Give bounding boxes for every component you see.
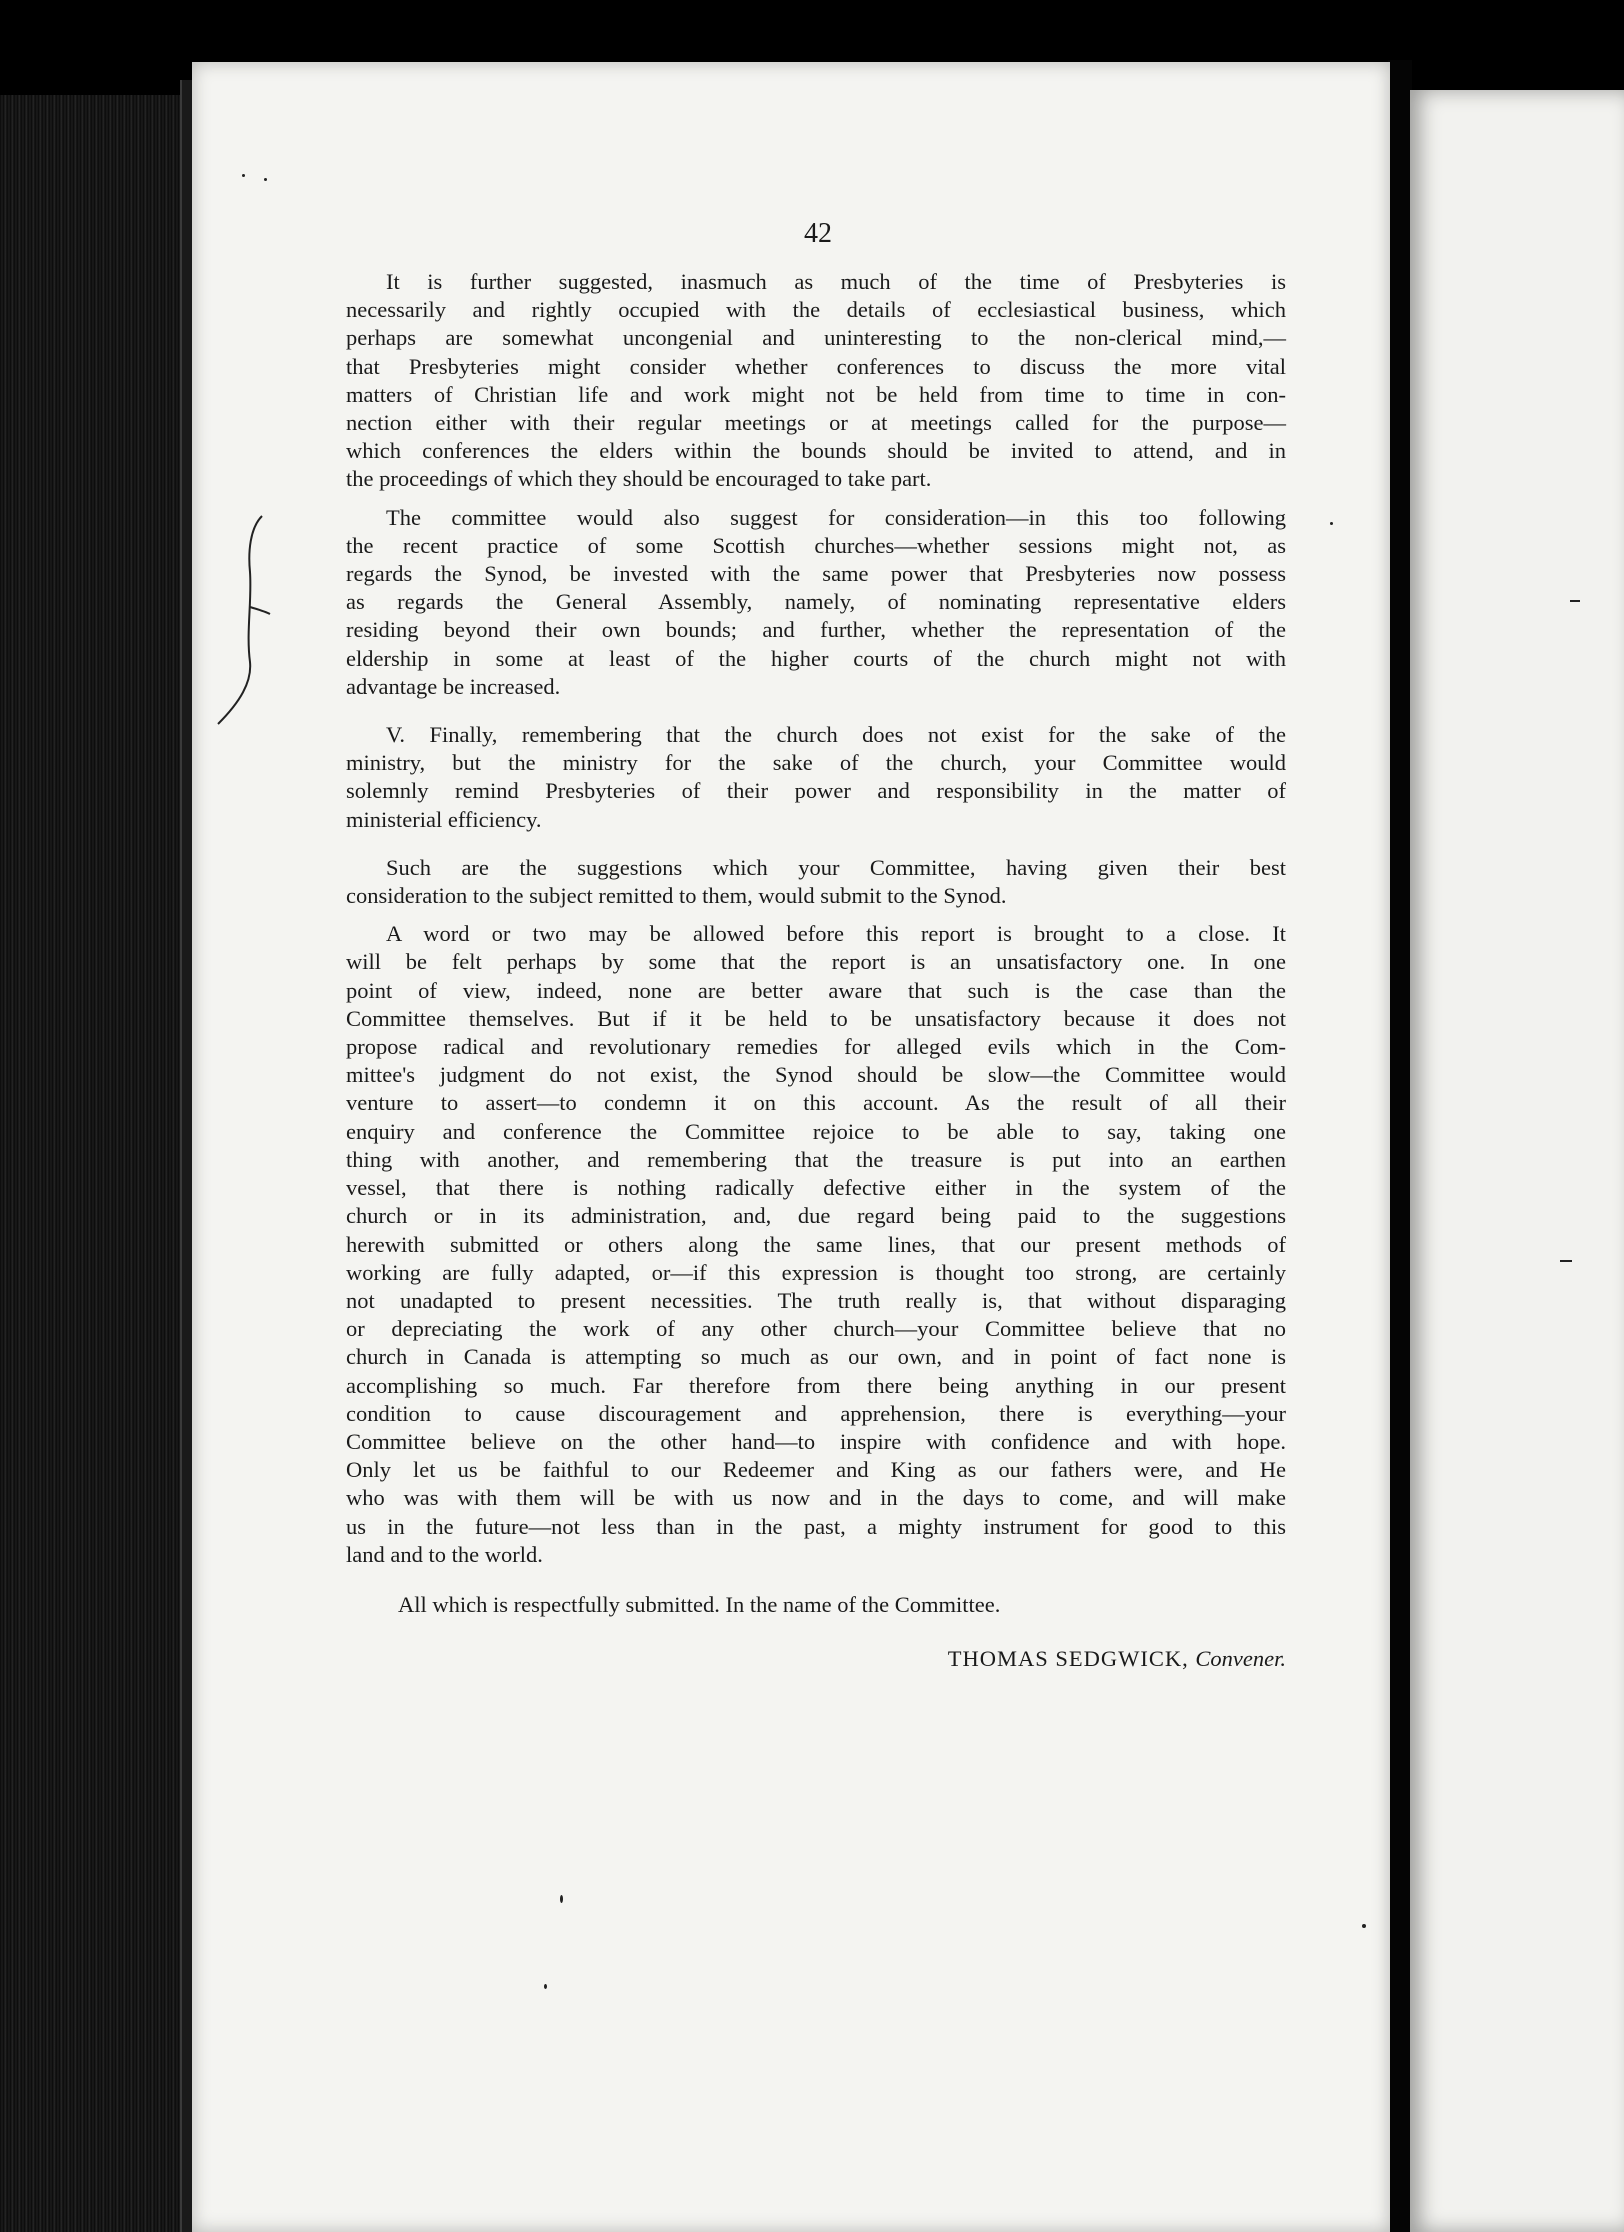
- text-line: the proceedings of which they should be encouraged to take part.: [346, 466, 932, 492]
- text-line: condition to cause discouragement and apprehension, there is everything—your: [346, 1400, 1286, 1426]
- text-line: land and to the world.: [346, 1541, 543, 1567]
- text-line: A word or two may be allowed before this report is brought to a close. It: [386, 921, 1286, 947]
- text-line: perhaps are somewhat uncongenial and uninteresting to the non-clerical mind,—: [346, 325, 1286, 351]
- page-stack-edge: [0, 95, 190, 2232]
- text-line: working are fully adapted, or—if this expression is thought too strong, are certainly: [346, 1259, 1286, 1285]
- ink-speck: [560, 1895, 563, 1903]
- text-line: Only let us be faithful to our Redeemer and King as our fathers were, and He: [346, 1457, 1286, 1483]
- document-page: [192, 62, 1390, 2232]
- text-line: enquiry and conference the Committee rejoice to be able to say, taking one: [346, 1118, 1286, 1144]
- signature-block: [346, 1645, 1286, 1673]
- text-line: consideration to the subject remitted to them, would submit to the Synod.: [346, 883, 1007, 909]
- handwritten-bracket-mark: [210, 512, 280, 742]
- signatory-name: THOMAS SEDGWICK,: [947, 1646, 1189, 1672]
- text-line: Committee believe on the other hand—to inspire with confidence and with hope.: [346, 1428, 1286, 1454]
- text-line: not unadapted to present necessities. The truth really is, that without disparaging: [346, 1287, 1286, 1313]
- text-line: V. Finally, remembering that the church does not exist for the sake of the: [386, 722, 1286, 748]
- text-line: will be felt perhaps by some that the report is an unsatisfactory one. In one: [346, 949, 1286, 975]
- document-body: [346, 268, 1286, 1673]
- text-line: accomplishing so much. Far therefore from there being anything in our present: [346, 1372, 1286, 1398]
- closing-statement: All which is respectfully submitted. In the name of the Committee.: [398, 1591, 1001, 1617]
- text-line: nection either with their regular meetings or at meetings called for the purpose—: [346, 410, 1286, 436]
- text-line: residing beyond their own bounds; and further, whether the representation of the: [346, 617, 1286, 643]
- text-line: point of view, indeed, none are better aware that such is the case than the: [346, 977, 1286, 1003]
- text-line: which conferences the elders within the bounds should be invited to attend, and in: [346, 438, 1286, 464]
- ink-speck: [1362, 1924, 1366, 1928]
- text-line: mittee's judgment do not exist, the Synod should be slow—the Committee would: [346, 1062, 1286, 1088]
- text-line: venture to assert—to condemn it on this account. As the result of all their: [346, 1090, 1286, 1116]
- text-line: that Presbyteries might consider whether conferences to discuss the more vital: [346, 353, 1286, 379]
- paragraph-suggestions-summary: [346, 854, 1286, 910]
- text-line: propose radical and revolutionary remedies for alleged evils which in the Com-: [346, 1034, 1286, 1060]
- text-line: ministerial efficiency.: [346, 806, 542, 832]
- signatory-role: Convener.: [1195, 1646, 1286, 1672]
- text-line: ministry, but the ministry for the sake of the church, your Committee would: [346, 750, 1286, 776]
- page-number: 42: [804, 218, 832, 249]
- facing-page: [1410, 90, 1624, 2232]
- text-line: who was with them will be with us now and in the days to come, and will make: [346, 1485, 1286, 1511]
- text-line: advantage be increased.: [346, 673, 561, 699]
- ink-speck: [264, 178, 267, 181]
- text-line: as regards the General Assembly, namely, of nominating representative elders: [346, 589, 1286, 615]
- text-line: us in the future—not less than in the past, a mighty instrument for good to this: [346, 1513, 1286, 1539]
- paragraph-section-v: [346, 721, 1286, 834]
- text-line: Committee themselves. But if it be held to be unsatisfactory because it does not: [346, 1005, 1286, 1031]
- text-line: solemnly remind Presbyteries of their power and responsibility in the matter of: [346, 778, 1286, 804]
- paragraph-sessions-representation: [346, 504, 1286, 701]
- text-line: thing with another, and remembering that the treasure is put into an earthen: [346, 1146, 1286, 1172]
- text-line: Such are the suggestions which your Committee, having given their best: [386, 854, 1286, 880]
- text-line: vessel, that there is nothing radically defective either in the system of the: [346, 1175, 1286, 1201]
- ink-speck: [544, 1984, 547, 1989]
- ink-speck: [242, 174, 245, 177]
- ink-speck: [1570, 600, 1580, 602]
- text-line: It is further suggested, inasmuch as much of the time of Presbyteries is: [386, 269, 1286, 294]
- text-line: or depreciating the work of any other church—your Committee believe that no: [346, 1316, 1286, 1342]
- ink-speck: [1560, 1260, 1572, 1262]
- text-line: matters of Christian life and work might not be held from time to time in con-: [346, 381, 1286, 407]
- text-line: eldership in some at least of the higher courts of the church might not with: [346, 645, 1286, 671]
- text-line: regards the Synod, be invested with the same power that Presbyteries now possess: [346, 561, 1286, 587]
- paragraph-closing-remarks: [346, 920, 1286, 1569]
- gutter-shadow: [1388, 60, 1412, 2232]
- text-line: church or in its administration, and, due regard being paid to the suggestions: [346, 1203, 1286, 1229]
- text-line: herewith submitted or others along the same lines, that our present methods of: [346, 1231, 1286, 1257]
- text-line: the recent practice of some Scottish churches—whether sessions might not, as: [346, 532, 1286, 558]
- text-line: The committee would also suggest for consideration—in this too following: [386, 504, 1286, 530]
- text-line: church in Canada is attempting so much as our own, and in point of fact none is: [346, 1344, 1286, 1370]
- paragraph-elders-conferences: [346, 268, 1286, 494]
- text-line: necessarily and rightly occupied with the details of ecclesiastical business, which: [346, 297, 1286, 323]
- ink-speck: [1330, 522, 1333, 525]
